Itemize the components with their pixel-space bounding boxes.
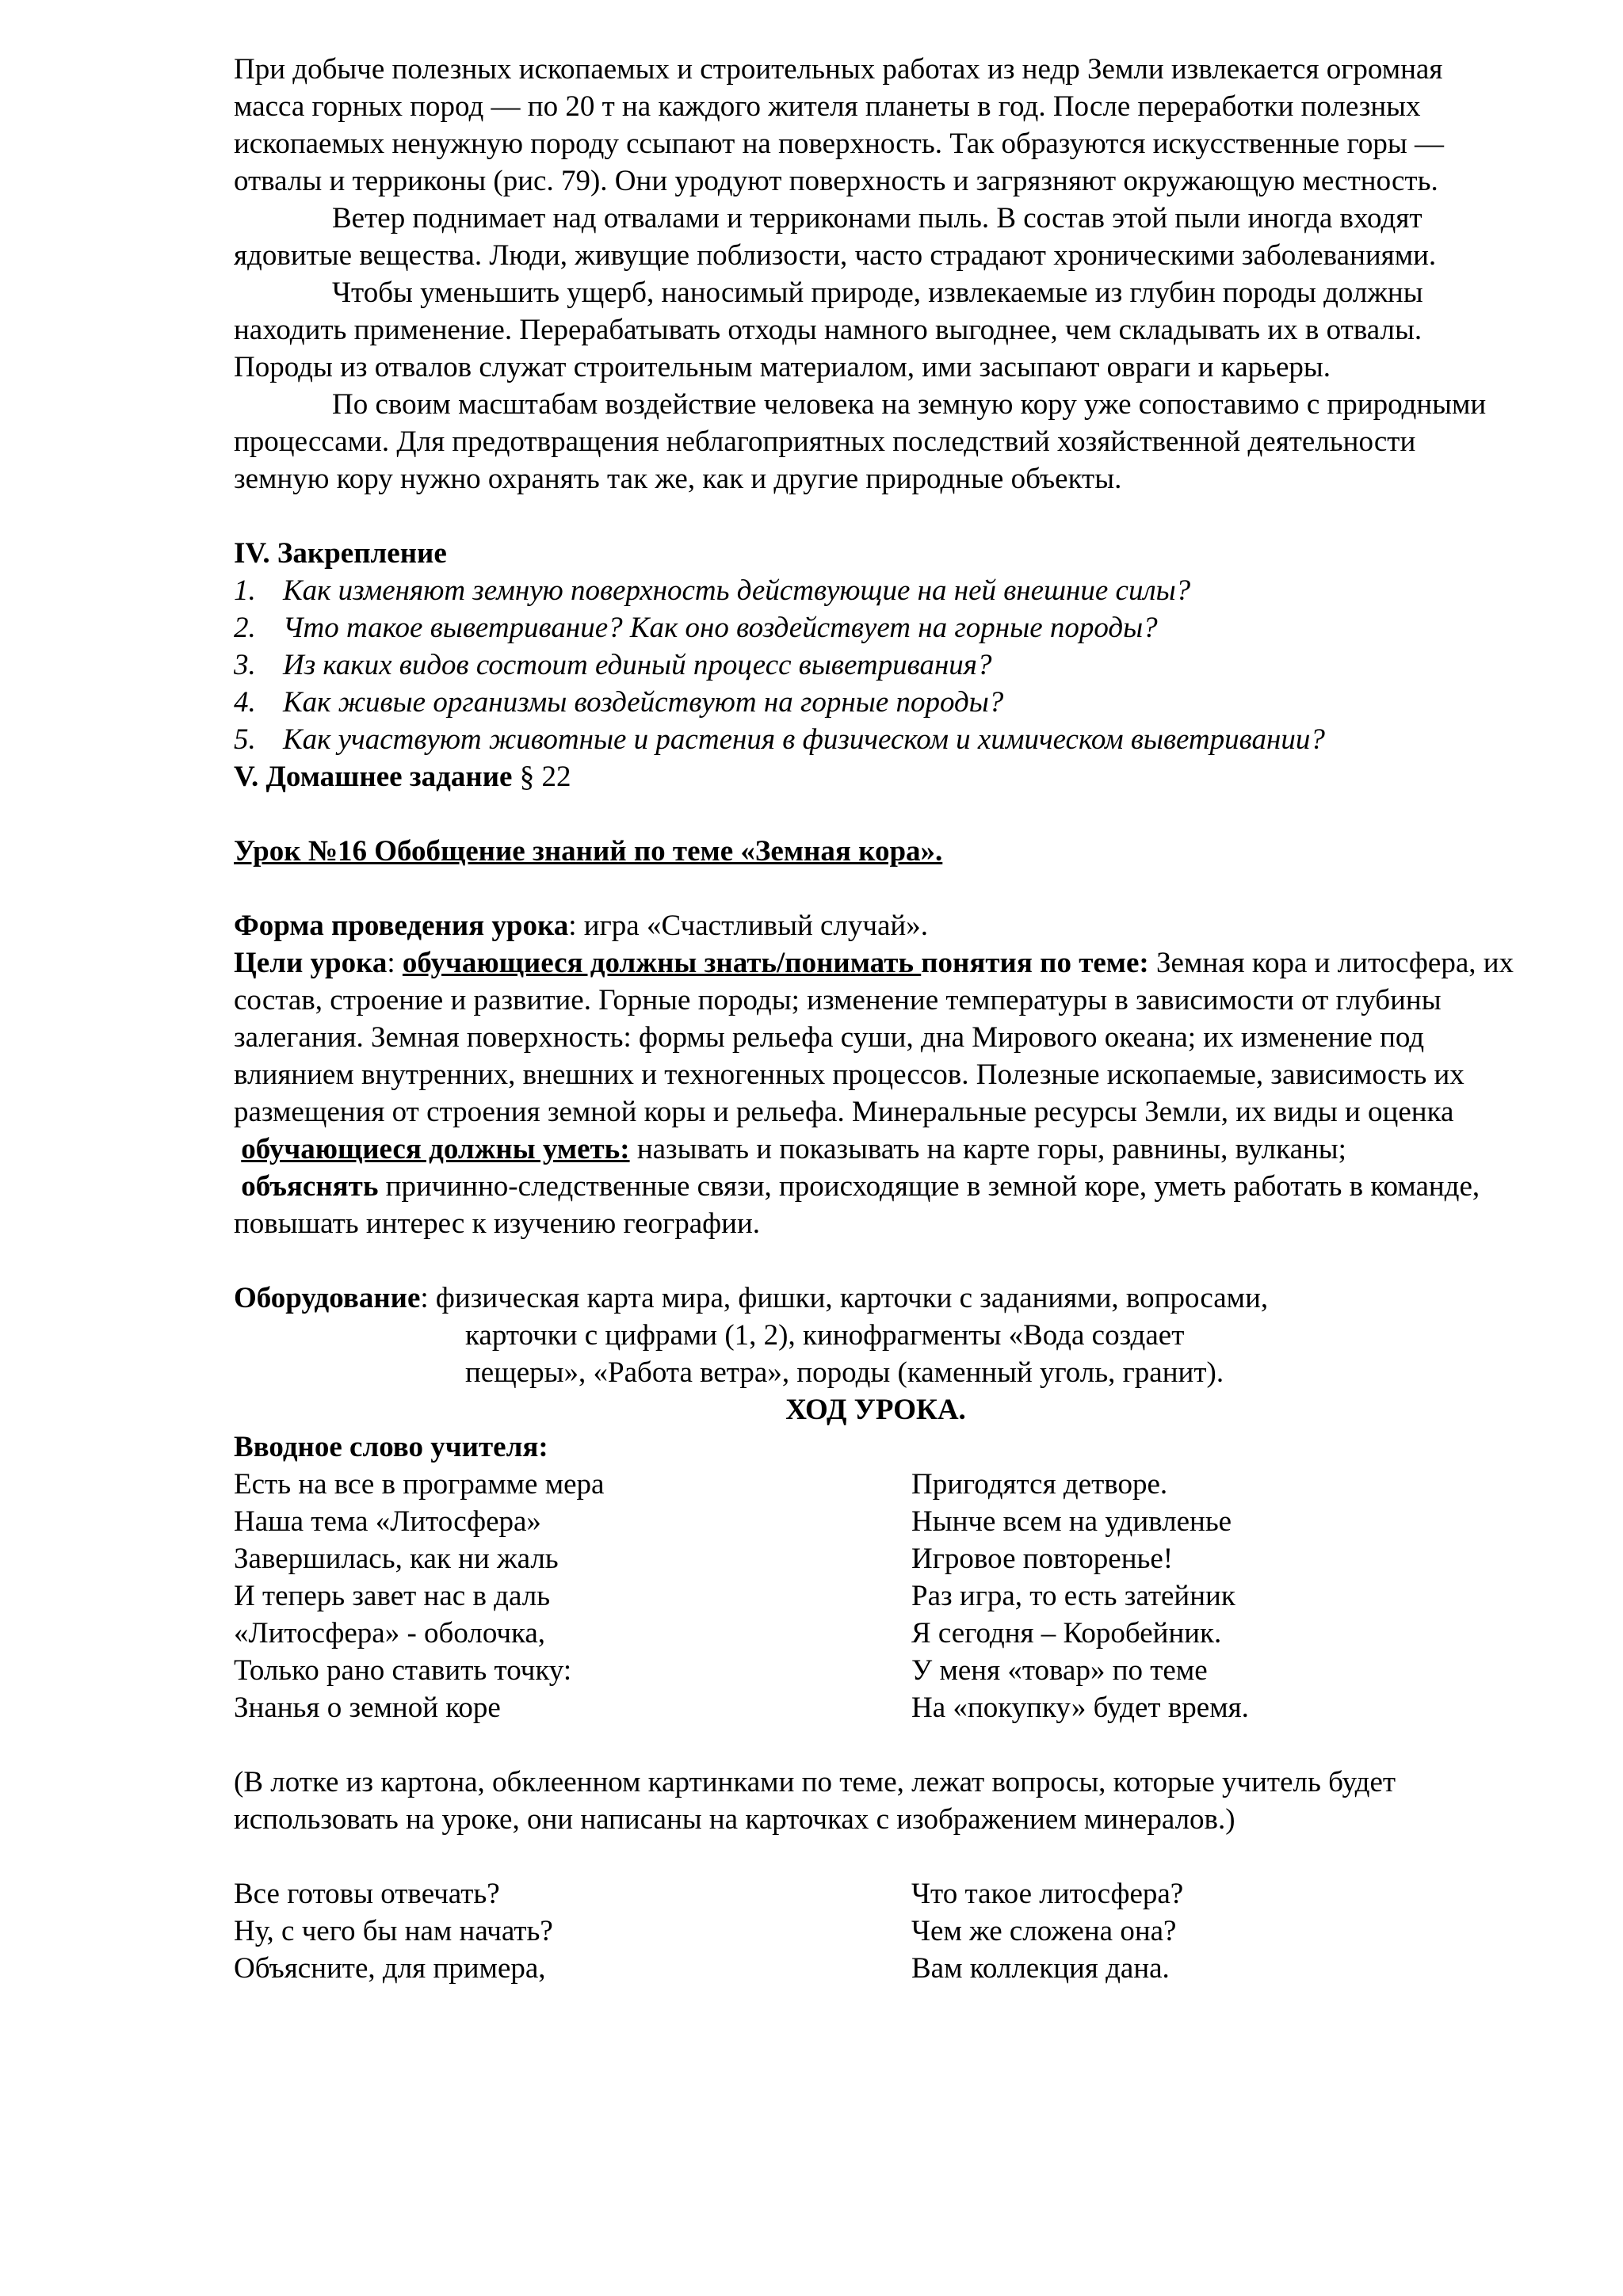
- question-number: 5.: [234, 723, 256, 756]
- explain-text: причинно-следственные связи, происходящие в земной коре, уметь работать в команде, повышать интерес к изучению географии.: [234, 1170, 1480, 1240]
- spacer: [234, 1726, 1518, 1764]
- list-item: [234, 721, 1518, 758]
- paragraph: Ветер поднимает над отвалами и терриконами пыль. В состав этой пыли иногда входят ядовитые вещества. Люди, живущие поблизости, часто страдают хроническими заболеваниями.: [234, 202, 1437, 272]
- poem-line: Чем же сложена она?: [911, 1915, 1177, 1947]
- consolidation-heading: IV. Закрепление: [234, 537, 447, 570]
- poem-line: Есть на все в программе мера: [234, 1468, 605, 1501]
- question-number: 1.: [234, 574, 256, 607]
- poem-block: [234, 1875, 1518, 1987]
- spacer: [234, 1242, 1518, 1280]
- list-item: [234, 646, 1518, 684]
- equipment-label: Оборудование: [234, 1282, 421, 1314]
- poem-line: «Литосфера» - оболочка,: [234, 1617, 546, 1650]
- lesson-skills: [234, 1131, 1518, 1168]
- question-number: 4.: [234, 686, 256, 719]
- goals-label: Цели урока: [234, 947, 388, 979]
- poem-line: Что такое литосфера?: [911, 1878, 1184, 1910]
- question-text: Из каких видов состоит единый процесс выветривания?: [283, 649, 992, 681]
- lesson-title: Урок №16 Обобщение знаний по теме «Земная кора».: [234, 835, 943, 868]
- poem-line: Я сегодня – Коробейник.: [911, 1617, 1222, 1650]
- concepts-label: понятия по теме:: [921, 947, 1149, 979]
- poem-line: Объясните, для примера,: [234, 1952, 546, 1985]
- question-number: 2.: [234, 612, 256, 644]
- paragraph: Чтобы уменьшить ущерб, наносимый природе, извлекаемые из глубин породы должны находить применение. Перерабатывать отходы намного выгоднее, чем складывать их в отвалы. Породы из отвалов служат строительным материалом, ими засыпают овраги и карьеры.: [234, 277, 1423, 383]
- list-item: [234, 684, 1518, 721]
- spacer: [234, 498, 1518, 535]
- question-text: Как живые организмы воздействуют на горные породы?: [283, 686, 1004, 719]
- lesson-goals: [234, 944, 1518, 1131]
- homework-line: [234, 758, 1518, 795]
- know-text: Земная кора и литосфера, их состав, строение и развитие. Горные породы; изменение температуры в зависимости от глубины залегания. Земная поверхность: формы рельефа суши, дна Мирового океана; их изменение под влиянием внутренних, внешних и техногенных процессов. Полезные ископаемые, зависимость их размещения от строения земной коры и рельефа. Минеральные ресурсы Земли, их виды и оценка: [234, 947, 1514, 1128]
- question-text: Что такое выветривание? Как оно воздействует на горные породы?: [283, 612, 1158, 644]
- equipment-text: : физическая карта мира, фишки, карточки с заданиями, вопросами,: [420, 1282, 1269, 1314]
- poem-line: Ну, с чего бы нам начать?: [234, 1915, 553, 1947]
- poem-line: Вам коллекция дана.: [911, 1952, 1170, 1985]
- equipment-line: [234, 1280, 1518, 1317]
- form-text: : игра «Счастливый случай».: [568, 910, 928, 942]
- question-text: Как изменяют земную поверхность действующие на ней внешние силы?: [283, 574, 1191, 607]
- poem-line: Завершилась, как ни жаль: [234, 1543, 559, 1575]
- homework-text: § 22: [512, 761, 571, 793]
- form-label: Форма проведения урока: [234, 910, 569, 942]
- paragraph: По своим масштабам воздействие человека на земную кору уже сопоставимо с природными процессами. Для предотвращения неблагоприятных последствий хозяйственной деятельности земную кору нужно охранять так же, как и другие природные объекты.: [234, 388, 1487, 495]
- poem-line: Пригодятся детворе.: [911, 1468, 1168, 1501]
- lesson-form: [234, 907, 1518, 944]
- poem-line: Только рано ставить точку:: [234, 1654, 572, 1687]
- spacer: [234, 795, 1518, 833]
- teacher-intro-heading: Вводное слово учителя:: [234, 1431, 548, 1463]
- poem-line: Игровое повторенье!: [911, 1543, 1174, 1575]
- poem-block: [234, 1466, 1518, 1726]
- lesson-progress-heading: ХОД УРОКА.: [785, 1394, 966, 1426]
- document-page: [234, 51, 1518, 1987]
- spacer: [234, 870, 1518, 907]
- equipment-line: карточки с цифрами (1, 2), кинофрагменты «Вода создает: [465, 1319, 1185, 1352]
- spacer: [234, 1838, 1518, 1875]
- poem-line: Знанья о земной коре: [234, 1691, 501, 1724]
- list-item: [234, 609, 1518, 646]
- lesson-explain: [234, 1168, 1518, 1242]
- know-label: обучающиеся должны знать/понимать: [402, 947, 922, 979]
- skills-label: обучающиеся должны уметь:: [241, 1133, 630, 1165]
- homework-label: V. Домашнее задание: [234, 761, 513, 793]
- poem-line: На «покупку» будет время.: [911, 1691, 1249, 1724]
- question-number: 3.: [234, 649, 256, 681]
- poem-line: Наша тема «Литосфера»: [234, 1505, 541, 1538]
- list-item: [234, 572, 1518, 609]
- poem-line: И теперь завет нас в даль: [234, 1580, 551, 1612]
- poem-line: У меня «товар» по теме: [911, 1654, 1208, 1687]
- paragraph: При добыче полезных ископаемых и строительных работах из недр Земли извлекается огромная масса горных пород — по 20 т на каждого жителя планеты в год. После переработки полезных ископаемых ненужную породу ссыпают на поверхность. Так образуются искусственные горы — отвалы и терриконы (рис. 79). Они уродуют поверхность и загрязняют окружающую местность.: [234, 53, 1444, 197]
- poem-line: Нынче всем на удивленье: [911, 1505, 1232, 1538]
- goals-colon: :: [387, 947, 403, 979]
- poem-line: Все готовы отвечать?: [234, 1878, 500, 1910]
- note-paragraph: (В лотке из картона, обклеенном картинками по теме, лежат вопросы, которые учитель будет использовать на уроке, они написаны на карточках с изображением минералов.): [234, 1766, 1396, 1836]
- question-text: Как участвуют животные и растения в физическом и химическом выветривании?: [283, 723, 1325, 756]
- skills-text: называть и показывать на карте горы, равнины, вулканы;: [629, 1133, 1346, 1165]
- poem-line: Раз игра, то есть затейник: [911, 1580, 1235, 1612]
- explain-label: объяснять: [241, 1170, 379, 1203]
- equipment-line: пещеры», «Работа ветра», породы (каменный уголь, гранит).: [465, 1356, 1224, 1389]
- question-list: [234, 572, 1518, 758]
